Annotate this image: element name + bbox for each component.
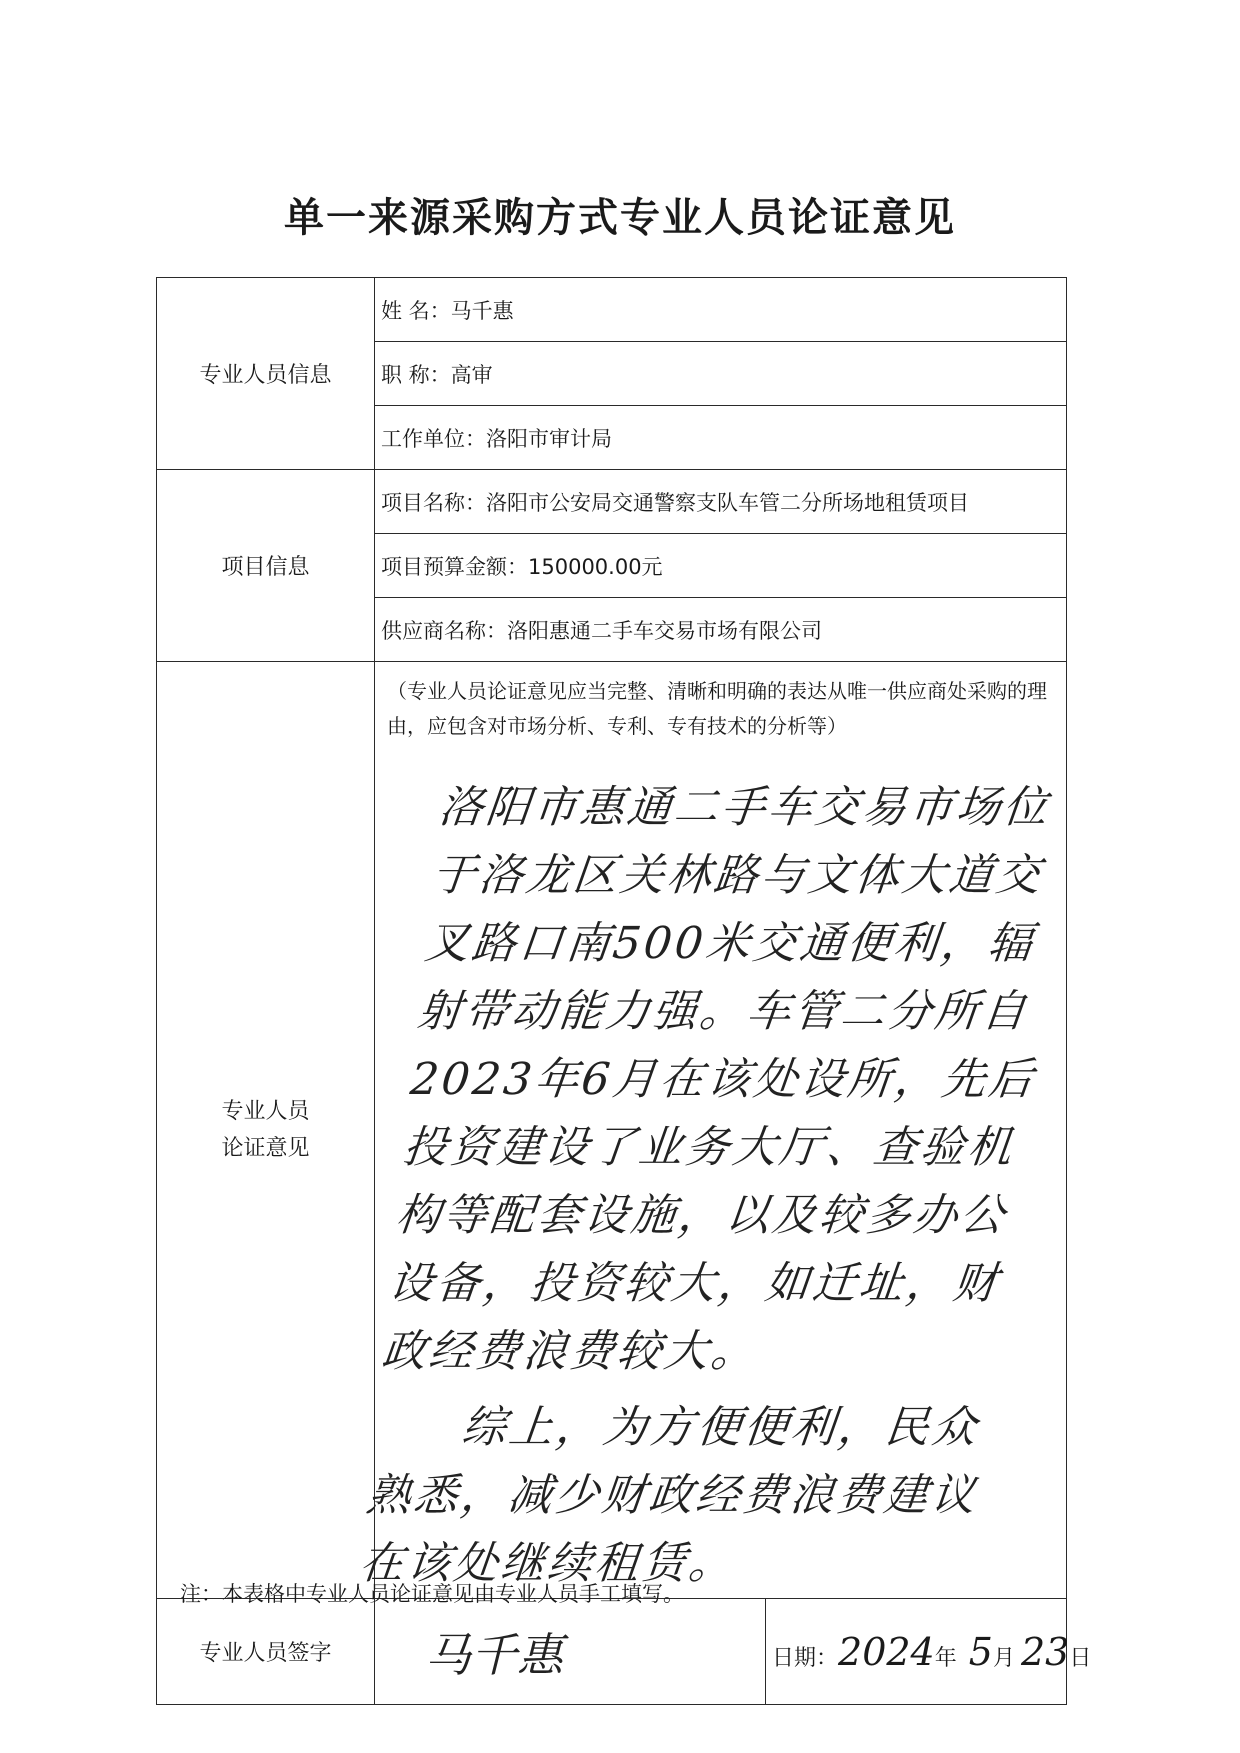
- date-month: 5: [968, 1629, 993, 1674]
- date-day-unit: 日: [1069, 1645, 1092, 1671]
- argument-form-table: [156, 277, 1092, 1705]
- opinion-label-line2: 论证意见: [221, 1136, 310, 1161]
- opinion-label: [157, 662, 375, 1599]
- handwritten-paragraph-2: 综上，为方便便利，民众熟悉，减少财政经费浪费建议在该处继续租赁。: [357, 1402, 982, 1589]
- personnel-info-label: 专业人员信息: [157, 278, 375, 470]
- opinion-instructions: （专业人员论证意见应当完整、清晰和明确的表达从唯一供应商处采购的理由，应包含对市场分析、专利、专有技术的分析等）: [387, 679, 1047, 738]
- supplier-name-field: 供应商名称：洛阳惠通二手车交易市场有限公司: [375, 598, 1067, 662]
- date-year-unit: 年: [934, 1645, 957, 1671]
- project-name-field: 项目名称：洛阳市公安局交通警察支队车管二分所场地租赁项目: [375, 470, 1067, 534]
- opinion-label-line1: 专业人员: [221, 1098, 310, 1124]
- page-title: 单一来源采购方式专业人员论证意见: [284, 194, 956, 241]
- professional-title-field: 职 称：高审: [375, 342, 1067, 406]
- date-year: 2024: [838, 1629, 935, 1674]
- date-day: 23: [1020, 1629, 1070, 1674]
- work-unit-field: 工作单位：洛阳市审计局: [375, 406, 1067, 470]
- project-info-label: 项目信息: [157, 470, 375, 662]
- handwritten-paragraph-1: 洛阳市惠通二手车交易市场位于洛龙区关林路与文体大道交叉路口南500米交通便利，辐射带动能力强。车管二分所自2023年6月在该处设所，先后投资建设了业务大厅、查验机构等配套设施，以及较多办公设备，投资较大，如迁址，财政经费浪费较大。: [379, 782, 1053, 1377]
- footnote: 注：本表格中专业人员论证意见由专业人员手工填写。: [180, 1582, 684, 1606]
- project-budget-field: 项目预算金额：150000.00元: [375, 534, 1067, 598]
- date-month-unit: 月: [992, 1645, 1015, 1671]
- handwritten-opinion: [330, 744, 1111, 1598]
- handwritten-signature: 马千惠: [375, 1599, 766, 1705]
- date-prefix: 日期：: [772, 1645, 839, 1671]
- signature-date: [766, 1599, 1092, 1705]
- name-field: 姓 名：马千惠: [375, 278, 1067, 342]
- signature-label: 专业人员签字: [157, 1599, 375, 1705]
- opinion-content-cell: [357, 662, 1067, 1599]
